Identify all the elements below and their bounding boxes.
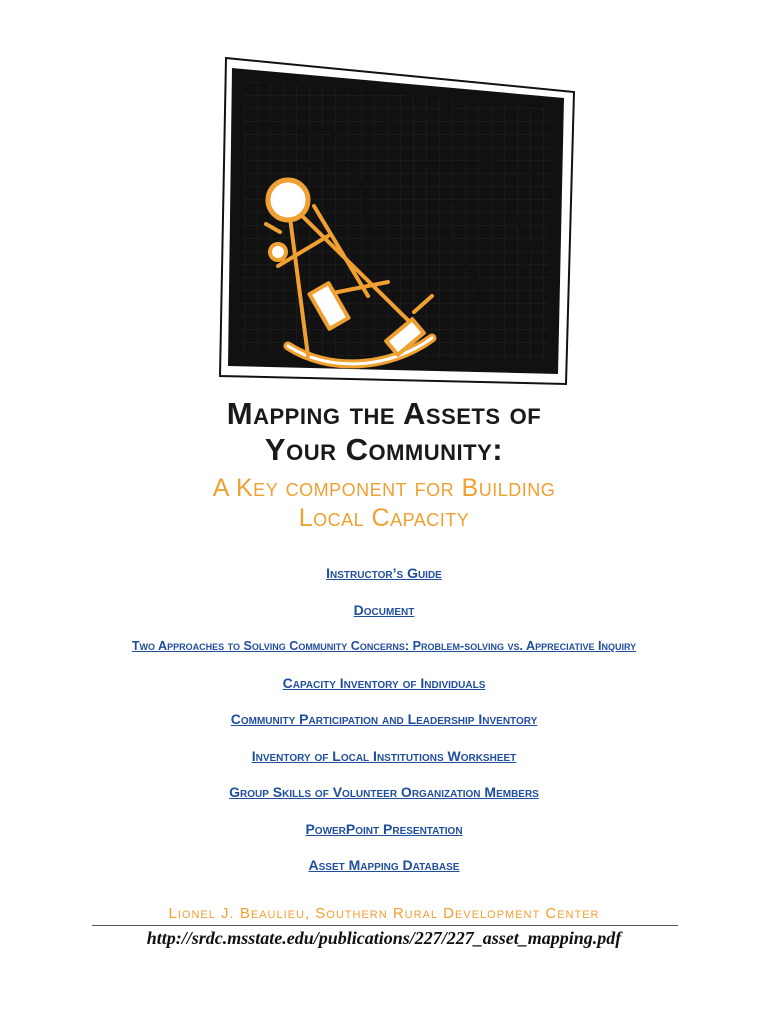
link-participation-leadership-inventory[interactable]: Community Participation and Leadership Inventory	[230, 711, 538, 727]
list-item	[0, 709, 768, 746]
link-two-approaches[interactable]: Two Approaches to Solving Community Concerns: Problem-solving vs. Appreciative Inquiry	[131, 639, 637, 653]
resource-links-list	[0, 563, 768, 892]
link-instructors-guide[interactable]: Instructor’s Guide	[326, 565, 442, 581]
list-item	[0, 855, 768, 892]
title-line-2: Your Community:	[264, 432, 504, 467]
link-group-skills[interactable]: Group Skills of Volunteer Organization Members	[229, 784, 539, 800]
title-line-1: Mapping the Assets of	[226, 396, 542, 431]
list-item	[0, 673, 768, 710]
subtitle-line-1: A Key component for Building	[212, 474, 556, 502]
list-item	[0, 600, 768, 637]
source-url: http://srdc.msstate.edu/publications/227/227_asset_mapping.pdf	[146, 928, 622, 948]
subtitle-line-2: Local Capacity	[298, 504, 470, 532]
list-item	[0, 819, 768, 856]
list-item	[0, 636, 768, 673]
link-local-institutions-worksheet[interactable]: Inventory of Local Institutions Worksheet	[251, 747, 517, 764]
link-capacity-inventory[interactable]: Capacity Inventory of Individuals	[282, 674, 486, 691]
list-item	[0, 782, 768, 819]
author-credit: Lionel J. Beaulieu, Southern Rural Development Center	[168, 905, 600, 922]
link-powerpoint-presentation[interactable]: PowerPoint Presentation	[305, 820, 463, 837]
list-item	[0, 563, 768, 600]
divider	[92, 925, 678, 926]
list-item	[0, 746, 768, 783]
map-with-sextant-icon	[218, 56, 580, 388]
link-asset-mapping-database[interactable]: Asset Mapping Database	[308, 857, 460, 873]
link-document[interactable]: Document	[353, 601, 415, 618]
